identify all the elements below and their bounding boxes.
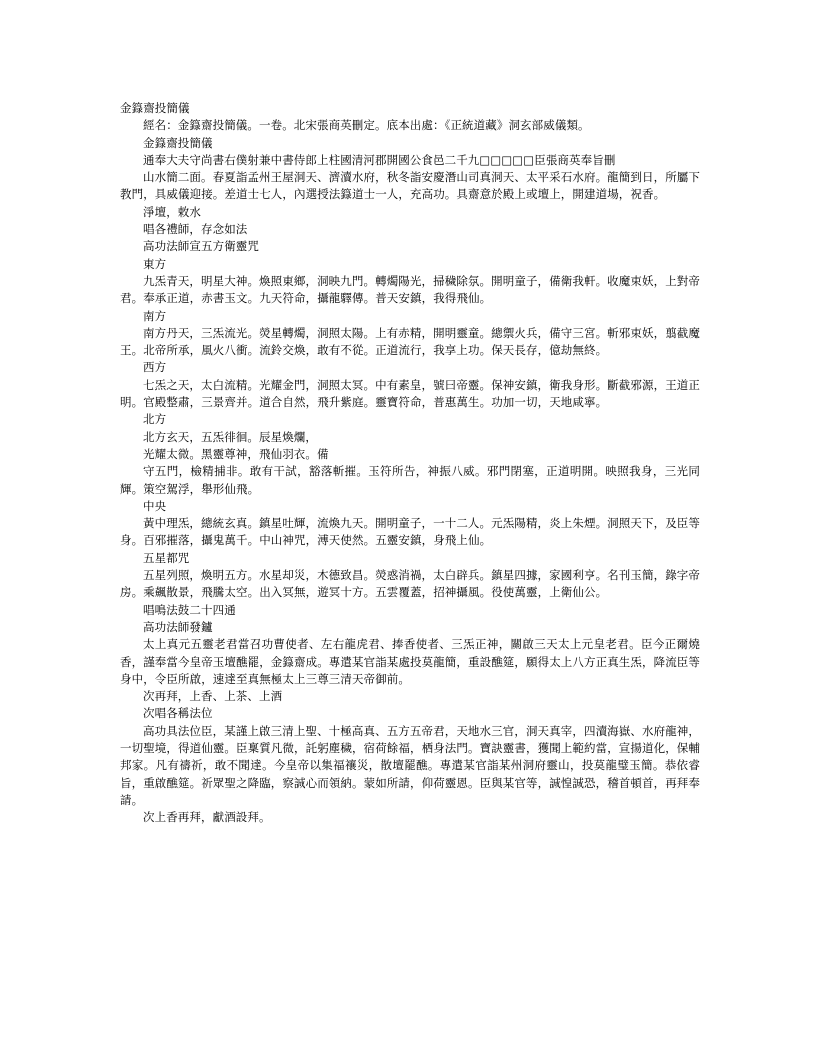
spell-center: 黃中理炁，總統玄真。鎮星吐輝，流煥九天。開明童子，一十二人。元炁陽精，炎上朱煙。洞照天下，及臣等身。百邪摧落，攝鬼萬千。中山神咒，溥天使然。五靈安鎮，身飛上仙。	[120, 516, 700, 548]
spell-five-stars: 五星列照，煥明五方。水星却災，木德致昌。熒惑消禍，太白辟兵。鎮星四據，家國利亨。名刊玉簡，錄字帝房。乘飆散景，飛騰太空。出入冥無，遊冥十方。五雲覆蓋，招神攝風。役使萬靈，上衛仙公。	[120, 568, 700, 600]
rubric-final: 次上香再拜，獻酒設拜。	[143, 810, 271, 825]
compiler-attribution: 通奉大夫守尚書右僕射兼中書侍郎上柱國清河郡開國公食邑二千九□□□□□臣張商英奉旨刪	[143, 152, 616, 167]
rubric-offerings: 次再拜，上香、上茶、上酒	[143, 689, 283, 704]
heading-east: 東方	[143, 256, 167, 271]
document-text-column	[120, 100, 700, 826]
spell-east: 九炁青天，明星大神。煥照東鄉，洞映九門。轉燭陽光，掃穢除氛。開明童子，備衛我軒。收魔束妖，上對帝君。奉承正道，赤書玉文。九天符命，攝龍驛傳。普天安鎮，我得飛仙。	[120, 273, 700, 306]
rubric-open-censer: 高功法師發鑪	[143, 619, 213, 634]
spell-north-line-1: 北方玄天，五炁徘徊。辰星煥爛，	[143, 429, 317, 444]
heading-center: 中央	[143, 498, 167, 513]
rubric-drum: 唱鳴法鼓二十四通	[143, 602, 236, 617]
bibliographic-note: 經名：金籙齋投簡儀。一卷。北宋張商英刪定。底本出處：《正統道藏》洞玄部威儀類。	[143, 118, 590, 133]
rubric-proclaim-titles: 次唱各稱法位	[143, 706, 213, 721]
rubric-proclaim-five-directions: 高功法師宣五方衛靈咒	[143, 239, 259, 254]
petition-main: 高功具法位臣，某謹上啟三清上聖、十極高真、五方五帝君，天地水三官，洞天真宰，四瀆海嶽、水府龍神，一切聖境，得道仙靈。臣稟質凡微，託躬塵穢，宿荷餘福，栖身法門。寶訣靈書，獲聞上範約當，宣揚道化，保輔邦家。凡有禱祈，敢不聞達。今皇帝以集福禳災，散壇罷醮。專遣某官詣某州洞府靈山，投莫龍璧玉簡。恭依睿旨，重啟醮筵。祈眾聖之降臨，察誠心而領納。蒙如所請，仰荷靈恩。臣與某官等，誠惶誠恐，稽首頓首，再拜奉請。	[120, 723, 700, 807]
spell-north-line-3: 守五門，檢精捕非。敢有干試，豁落斬摧。玉符所告，神振八威。邪門閉塞，正道明開。映照我身，三光同輝。策空駕浮，舉形仙飛。	[120, 464, 700, 496]
invocation-censer: 太上真元五靈老君當召功曹使者、左右龍虎君、捧香使者、三炁正神，關啟三天太上元皇老君。臣今正爾燒香，謹奉當今皇帝玉壇醮罷，金籙齋成。專遣某官詣某處投莫龍簡，重設醮筵，願得太上八方正真生炁，降流臣等身中，令臣所啟，速達至真無極太上三尊三清天帝御前。	[120, 637, 700, 686]
rubric-chant-salute: 唱各禮師，存念如法	[143, 222, 248, 237]
heading-north: 北方	[143, 412, 167, 427]
heading-five-stars-spell: 五星都咒	[143, 550, 190, 565]
rubric-purify-altar: 淨壇，敕水	[143, 204, 201, 219]
heading-west: 西方	[143, 360, 167, 375]
spell-west: 七炁之天，太白流精。光耀金門，洞照太冥。中有素皇，號曰帝靈。保神安鎮，衛我身形。斷截邪源，王道正明。官殿整肅，三景齊并。道合自然，飛升紫庭。靈寶符命，普惠萬生。功加一切，天地咸寧。	[120, 377, 700, 410]
spell-south: 南方丹天，三炁流光。熒星轉燭，洞照太陽。上有赤精，開明靈童。總禦火兵，備守三宮。斬邪束妖，翦截魔王。北帝所承，風火八衝。流鈴交煥，敢有不從。正道流行，我享上功。保天長存，億劫無終。	[120, 325, 700, 358]
spell-north-line-2: 光耀太微。黑靈尊神，飛仙羽衣。備	[143, 446, 329, 461]
document-title: 金籙齋投簡儀	[120, 101, 190, 115]
heading-south: 南方	[143, 308, 167, 323]
preface-procedure: 山水簡二面。春夏詣孟州王屋洞天、濟瀆水府，秋冬詣安慶潛山司真洞天、太平采石水府。龍簡到日，所屬下教門，具威儀迎接。差道士七人，內選授法籙道士一人，充高功。具齋意於殿上或壇上，開建道場，祝香。	[120, 170, 700, 202]
title-repeat: 金籙齋投簡儀	[143, 135, 213, 150]
